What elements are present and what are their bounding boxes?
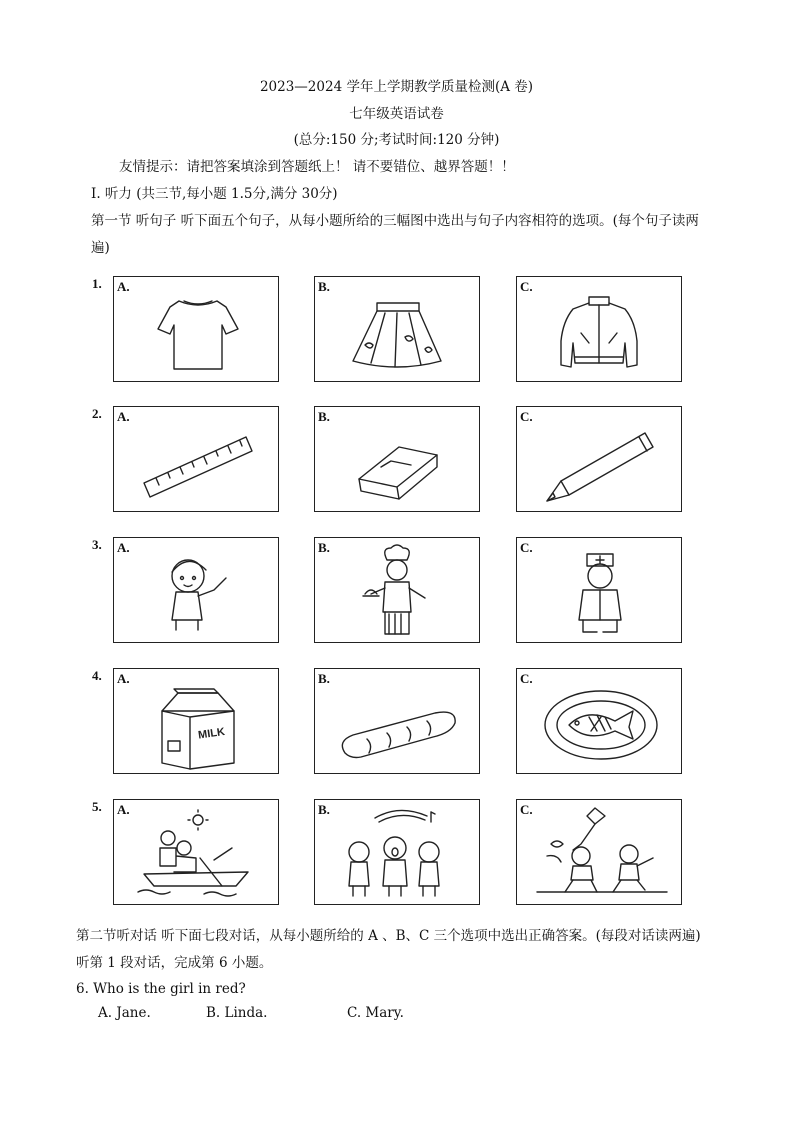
option-box[interactable] [314, 799, 480, 905]
option-box[interactable] [314, 668, 480, 774]
question-number: 5. [92, 799, 102, 814]
skirt-icon [315, 277, 479, 381]
option-label: C. [520, 279, 533, 294]
exam-title: 2023—2024 学年上学期教学质量检测(A 卷) [259, 79, 534, 95]
question-number: 2. [92, 406, 102, 421]
bread-icon [315, 669, 479, 773]
q6-option-a[interactable]: A. Jane. [98, 1005, 151, 1021]
option-box[interactable] [516, 799, 682, 905]
reminder-text: 友情提示：请把答案填涂到答题纸上！ 请不要错位、越界答题！！ [119, 159, 515, 175]
part1-instruction-cont: 遍) [91, 240, 110, 256]
teacher-icon [114, 538, 278, 642]
singing-icon [315, 800, 479, 904]
option-label: C. [520, 671, 533, 686]
section-heading: Ⅰ. 听力 (共三节,每小题 1.5分,满分 30分) [91, 186, 338, 202]
option-box[interactable] [113, 799, 279, 905]
milk-carton-icon [114, 669, 278, 773]
doctor-icon [517, 538, 681, 642]
jacket-icon [517, 277, 681, 381]
option-label: A. [117, 671, 130, 686]
score-time: (总分:150 分;考试时间:120 分钟) [293, 132, 500, 148]
question-6: 6. Who is the girl in red? [76, 981, 246, 997]
milk-label: MILK [197, 725, 226, 742]
option-label: B. [318, 802, 330, 817]
boating-icon [114, 800, 278, 904]
t-shirt-icon [114, 277, 278, 381]
pencil-icon [517, 407, 681, 511]
q6-option-b[interactable]: B. Linda. [206, 1005, 268, 1021]
option-box[interactable] [113, 537, 279, 643]
option-box[interactable] [113, 668, 279, 774]
option-label: C. [520, 409, 533, 424]
exam-subtitle: 七年级英语试卷 [349, 106, 444, 122]
question-number: 3. [92, 537, 102, 552]
ruler-icon [114, 407, 278, 511]
eraser-icon [315, 407, 479, 511]
q6-option-c[interactable]: C. Mary. [347, 1005, 404, 1021]
option-box[interactable] [516, 668, 682, 774]
option-label: B. [318, 540, 330, 555]
option-box[interactable] [113, 276, 279, 382]
option-label: C. [520, 802, 533, 817]
option-label: A. [117, 802, 130, 817]
option-label: A. [117, 409, 130, 424]
part2-sub-instruction: 听第 1 段对话，完成第 6 小题。 [76, 955, 273, 971]
fish-plate-icon [517, 669, 681, 773]
kite-flying-icon [517, 800, 681, 904]
option-box[interactable] [516, 406, 682, 512]
option-label: B. [318, 279, 330, 294]
question-number: 1. [92, 276, 102, 291]
part2-instruction: 第二节听对话 听下面七段对话，从每小题所给的 A 、B、C 三个选项中选出正确答案。(每段对话读两遍) [76, 928, 701, 944]
option-label: A. [117, 540, 130, 555]
option-box[interactable] [314, 276, 480, 382]
option-box[interactable] [516, 537, 682, 643]
part1-instruction: 第一节 听句子 听下面五个句子，从每小题所给的三幅图中选出与句子内容相符的选项。(每个句子读两 [91, 213, 699, 229]
cook-icon [315, 538, 479, 642]
option-box[interactable] [314, 537, 480, 643]
question-number: 4. [92, 668, 102, 683]
option-label: C. [520, 540, 533, 555]
option-box[interactable] [314, 406, 480, 512]
option-box[interactable] [516, 276, 682, 382]
option-label: B. [318, 409, 330, 424]
option-label: A. [117, 279, 130, 294]
option-box[interactable] [113, 406, 279, 512]
option-label: B. [318, 671, 330, 686]
